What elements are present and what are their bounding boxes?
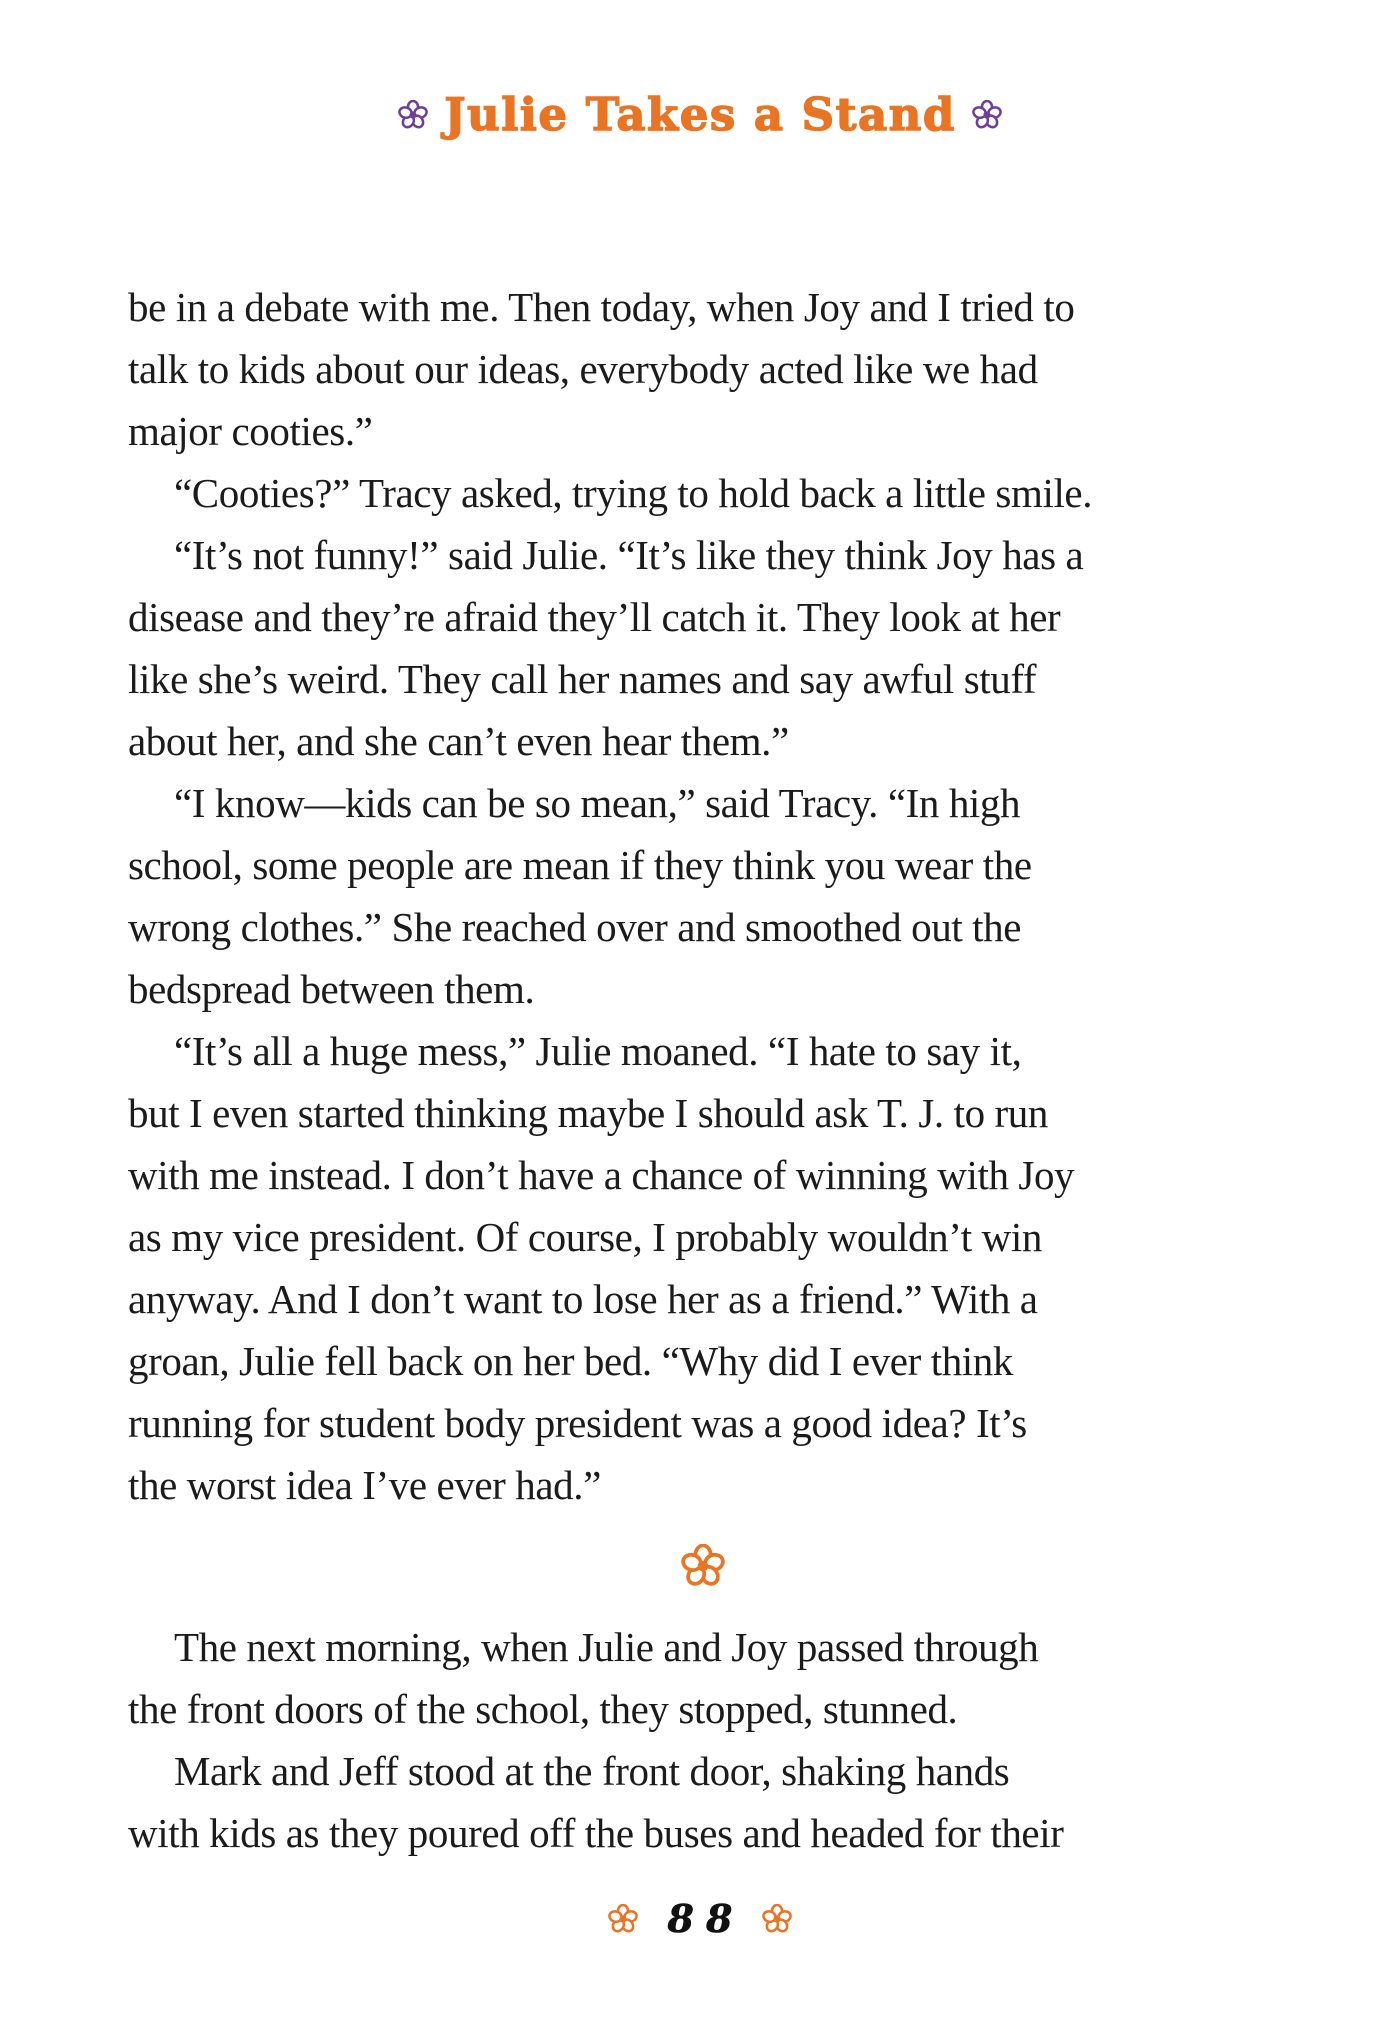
text-line: anyway. And I don’t want to lose her as a friend.” With a [128,1276,1038,1322]
paragraph [128,1020,1278,1516]
text-line: the worst idea I’ve ever had.” [128,1462,601,1508]
text-line: The next morning, when Julie and Joy passed through [174,1624,1039,1670]
paragraph [128,1616,1278,1740]
text-line: about her, and she can’t even hear them.” [128,718,789,764]
paragraph [128,1740,1278,1864]
text-line: with me instead. I don’t have a chance of winning with Joy [128,1152,1075,1198]
chapter-header [0,88,1400,141]
paragraph [128,462,1278,524]
story-text [128,276,1278,1864]
page-footer [0,1896,1400,1941]
text-line: wrong clothes.” She reached over and smoothed out the [128,904,1022,950]
flower-icon [608,1904,638,1934]
text-line: be in a debate with me. Then today, when Joy and I tried to [128,284,1075,330]
text-line: bedspread between them. [128,966,535,1012]
text-line: groan, Julie fell back on her bed. “Why did I ever think [128,1338,1013,1384]
text-line: but I even started thinking maybe I should ask T. J. to run [128,1090,1049,1136]
flower-icon [972,100,1002,130]
flower-icon [681,1544,725,1588]
chapter-title: Julie Takes a Stand [444,88,956,141]
paragraph [128,772,1278,1020]
flower-icon [398,100,428,130]
text-line: Mark and Jeff stood at the front door, shaking hands [174,1748,1010,1794]
flower-icon [762,1904,792,1934]
text-line: talk to kids about our ideas, everybody acted like we had [128,346,1038,392]
page-number: 88 [667,1896,745,1941]
paragraph [128,276,1278,462]
text-line: school, some people are mean if they think you wear the [128,842,1032,888]
text-line: the front doors of the school, they stopped, stunned. [128,1686,958,1732]
text-line: with kids as they poured off the buses and headed for their [128,1810,1064,1856]
text-line: running for student body president was a good idea? It’s [128,1400,1027,1446]
text-line: “Cooties?” Tracy asked, trying to hold back a little smile. [174,470,1093,516]
text-line: as my vice president. Of course, I probably wouldn’t win [128,1214,1042,1260]
text-line: “It’s all a huge mess,” Julie moaned. “I hate to say it, [174,1028,1022,1074]
text-line: like she’s weird. They call her names and say awful stuff [128,656,1037,702]
paragraph [128,524,1278,772]
section-break [128,1516,1278,1616]
text-line: “I know—kids can be so mean,” said Tracy. “In high [174,780,1021,826]
text-line: “It’s not funny!” said Julie. “It’s like they think Joy has a [174,532,1084,578]
text-line: major cooties.” [128,408,373,454]
text-line: disease and they’re afraid they’ll catch it. They look at her [128,594,1061,640]
